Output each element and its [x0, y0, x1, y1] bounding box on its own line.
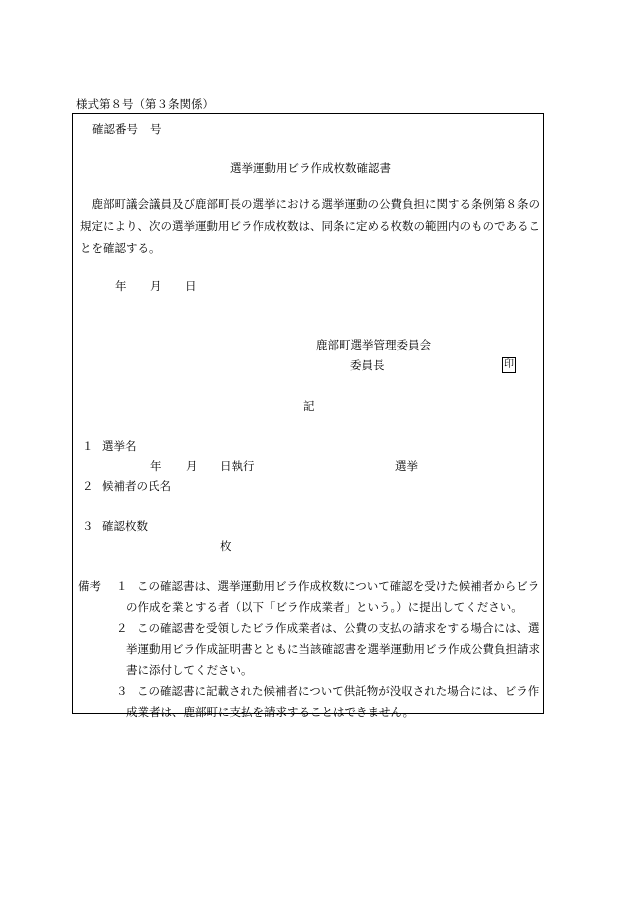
remark-2-text: この確認書を受領したビラ作成業者は、公費の支払の請求をする場合には、選挙運動用ビラ作成証明書とともに当該確認書を選挙運動用ビラ作成公費負担請求書に添付してください。 [126, 621, 540, 677]
item-2-label: 候補者の氏名 [102, 479, 171, 493]
body-text: 鹿部町議会議員及び鹿部町長の選挙における選挙運動の公費負担に関する条例第８条の規定により、次の選挙運動用ビラ作成枚数は、同条に定める枚数の範囲内のものであることを確認する。 [80, 197, 540, 255]
remark-1-text: この確認書は、選挙運動用ビラ作成枚数について確認を受けた候補者からビラの作成を業とする者（以下「ビラ作成業者」という。）に提出してください。 [126, 579, 540, 614]
election-kind: 選挙 [395, 459, 418, 473]
document-title: 選挙運動用ビラ作成枚数確認書 [230, 161, 391, 175]
item-3-label: 確認枚数 [102, 519, 148, 533]
election-month: 月 [186, 459, 198, 473]
confirmation-number-label: 確認番号 [92, 122, 138, 136]
date-year: 年 [115, 279, 127, 293]
remark-2-number: ２ [116, 621, 128, 635]
election-day: 日執行 [220, 459, 255, 473]
item-1-number: １ [82, 439, 94, 453]
item-2-number: ２ [82, 479, 94, 493]
remark-3-text: この確認書に記載された候補者について供託物が没収された場合には、ビラ作成業者は、鹿部町に支払を請求することはできません。 [126, 684, 540, 719]
date-month: 月 [150, 279, 162, 293]
count-unit: 枚 [220, 539, 232, 553]
confirmation-number-unit: 号 [150, 122, 162, 136]
election-year: 年 [150, 459, 162, 473]
ki-heading: 記 [303, 399, 315, 413]
seal-label: 印 [502, 357, 516, 373]
issuer-role: 委員長 [350, 358, 385, 372]
item-1-label: 選挙名 [102, 439, 137, 453]
seal-mark [502, 356, 516, 373]
form-label: 様式第８号（第３条関係） [76, 97, 214, 111]
item-3-number: ３ [82, 519, 94, 533]
remarks-label: 備考 [78, 579, 101, 593]
date-day: 日 [185, 279, 197, 293]
remark-3-number: ３ [116, 684, 128, 698]
remark-1-number: １ [116, 579, 128, 593]
issuer-org: 鹿部町選挙管理委員会 [316, 338, 431, 352]
